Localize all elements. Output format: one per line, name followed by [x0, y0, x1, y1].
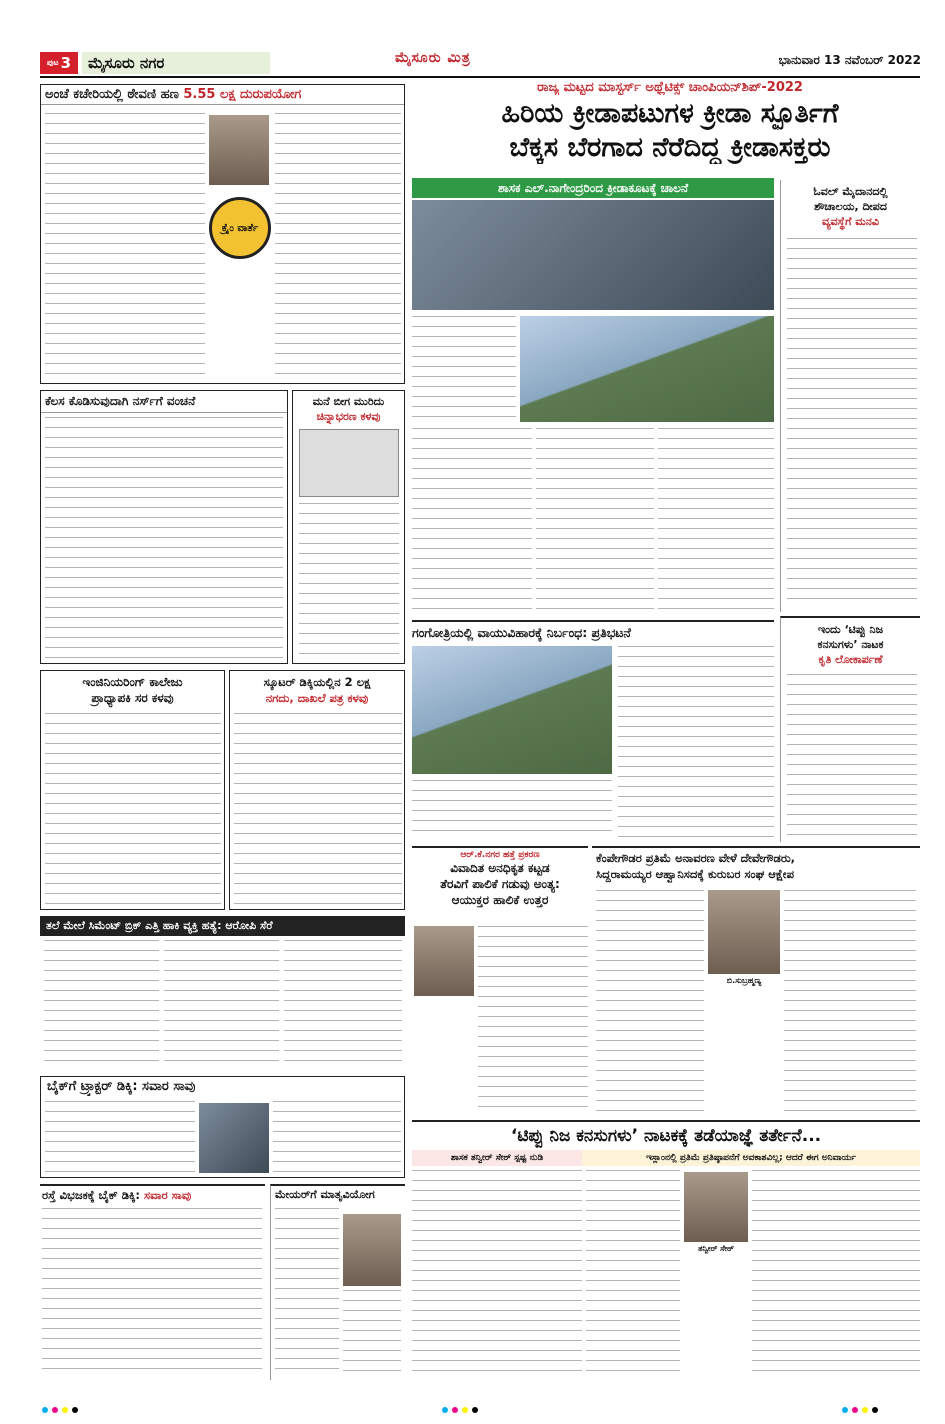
tipu-ban-subheads: [412, 1150, 920, 1166]
story-mayor: [270, 1184, 405, 1380]
lead-photo-race: [520, 316, 774, 422]
page-label: ಪುಟ: [46, 58, 59, 67]
registration-marks-left: [40, 1398, 80, 1417]
cement-headline: ತಲೆ ಮೇಲೆ ಸಿಮೆಂಟ್ ಬ್ರಿಕ್ ಎತ್ತಿ ಹಾಕಿ ವ್ಯಕ್ತಿ ಹತ್ಯೆ: ಆರೋಪಿ ಸೆರೆ: [40, 916, 405, 936]
postoffice-amount: 5.55 ಲಕ್ಷ ದುರುಪಯೋಗ: [183, 87, 302, 102]
tipu-today-headline: ಇಂದು ‘ಟಿಪ್ಪು ನಿಜ ಕನಸುಗಳು’ ನಾಟಕ ಕೃತಿ ಲೋಕಾರ್ಪಣೆ: [817, 623, 884, 666]
lead-text-col-3: [658, 428, 774, 616]
story-house-theft: [292, 390, 405, 664]
scooter-text: [234, 713, 402, 907]
tipu-ban-text-col-1: [412, 1170, 582, 1378]
header-rule: [40, 76, 920, 78]
nurse-headline: ಕೆಲಸ ಕೊಡಿಸುವುದಾಗಿ ನರ್ಸ್‌ಗೆ ವಂಚನೆ: [41, 391, 287, 413]
kempe-headline: ಕೆಂಪೇಗೌಡರ ಪ್ರತಿಮೆ ಅನಾವರಣ ವೇಳೆ ದೇವೇಗೌಡರು, ಸಿದ್ದರಾಮಯ್ಯರ ಆಹ್ವಾನಿಸದಕ್ಕೆ ಕುರುಬರ ಸಂಘ ಆಕ್ಷೇಪ: [596, 851, 795, 881]
bike-tractor-text-1: [45, 1101, 195, 1175]
rk-text: [478, 926, 588, 1114]
cement-text-col-2: [164, 940, 279, 1070]
registration-marks-center: [440, 1398, 480, 1417]
story-kempegowda: [592, 846, 920, 1116]
story-tipu-today: [780, 616, 920, 842]
money-photo: [209, 115, 269, 185]
lead-text-intro: [412, 316, 516, 422]
crime-badge: ಕ್ರೈಂ ವಾರ್ತೆ: [209, 197, 271, 259]
registration-marks-right: [840, 1398, 880, 1417]
lead-photo-ceremony: [412, 200, 774, 310]
story-road-divider: [40, 1184, 265, 1380]
engg-headline: ಇಂಜಿನಿಯರಿಂಗ್ ಕಾಲೇಜು ಪ್ರಾಧ್ಯಾಪಕಿ ಸರ ಕಳವು: [82, 675, 183, 705]
story-postoffice: [40, 84, 405, 384]
rk-headline: ವಿವಾದಿತ ಅನಧಿಕೃತ ಕಟ್ಟಡ ತೆರವಿಗೆ ಪಾಲಿಕೆ ಗಡುವು ಅಂತ್ಯ: ಆಯುಕ್ತರ ಹಾಲಿಕೆ ಉತ್ತರ: [440, 861, 560, 907]
tipu-ban-headline: ‘ಟಿಪ್ಪು ನಿಜ ಕನಸುಗಳು’ ನಾಟಕಕ್ಕೆ ತಡೆಯಾಜ್ಞೆ ತರ್ತೇನೆ...: [510, 1126, 822, 1146]
story-rk-nagar: [412, 846, 588, 1116]
tipu-ban-subhead-1: ಶಾಸಕ ತನ್ವೀರ್ ಸೇಠ್ ಸ್ಪಷ್ಟ ನುಡಿ: [412, 1150, 582, 1166]
road-text: [42, 1208, 262, 1378]
mayor-text-2: [343, 1290, 401, 1378]
story-oval: [780, 180, 920, 612]
postoffice-headline: ಅಂಚೆ ಕಚೇರಿಯಲ್ಲಿ ಠೇವಣಿ ಹಣ 5.55 ಲಕ್ಷ ದುರುಪಯೋಗ: [41, 85, 404, 105]
tipu-today-text: [787, 674, 917, 840]
lead-text-col-1: [412, 428, 532, 616]
gangotri-text-right: [618, 646, 774, 840]
mayor-headline: ಮೇಯರ್‌ಗೆ ಮಾತೃವಿಯೋಗ: [275, 1188, 375, 1201]
story-gangotri: [412, 620, 774, 842]
lead-photo-caption: ಶಾಸಕ ಎಲ್.ನಾಗೇಂದ್ರರಿಂದ ಕ್ರೀಡಾಕೂಟಕ್ಕೆ ಚಾಲನೆ: [412, 178, 774, 198]
oval-text: [787, 238, 917, 606]
story-bike-tractor: [40, 1076, 405, 1178]
kempe-text-col-1: [596, 890, 704, 1114]
engg-text: [45, 713, 221, 907]
tipu-ban-subhead-2: ಇಸ್ಲಾಂನಲ್ಲಿ ಪ್ರತಿಮೆ ಪ್ರತಿಷ್ಠಾಪನೆಗೆ ಅವಕಾಶವಿಲ್ಲ; ಆದರೆ ಈಗ ಅನಿವಾರ್ಯ: [582, 1150, 920, 1166]
tipu-ban-person-photo: [684, 1172, 748, 1242]
masthead: ಮೈಸೂರು ಮಿತ್ರ: [395, 50, 471, 66]
theft-illustration: [299, 429, 399, 497]
bike-tractor-headline: ಬೈಕ್‌ಗೆ ಟ್ರ್ಯಾಕ್ಟರ್ ಡಿಕ್ಕಿ: ಸವಾರ ಸಾವು: [47, 1079, 196, 1094]
mayor-text: [275, 1208, 339, 1378]
story-nurse: [40, 390, 288, 664]
section-title: ಮೈಸೂರು ನಗರ: [82, 52, 270, 74]
mayor-mother-photo: [343, 1214, 401, 1286]
rk-kicker: ಆರ್.ಕೆ.ನಗರ ಹತ್ತೆ ಪ್ರಕರಣ: [460, 850, 540, 860]
house-text: [299, 503, 399, 661]
kempe-person-name: ಬಿ.ಸುಬ್ರಹ್ಮಣ್ಯ: [726, 976, 762, 985]
cement-text-col-3: [284, 940, 402, 1070]
house-headline: ಮನೆ ಬೀಗ ಮುರಿದು ಚಿನ್ನಾಭರಣ ಕಳವು: [312, 395, 385, 423]
gangotri-text-bottom: [412, 780, 612, 840]
gangotri-headline: ಗಂಗೋತ್ರಿಯಲ್ಲಿ ವಾಯುವಿಹಾರಕ್ಕೆ ನಿರ್ಬಂಧ: ಪ್ರತಿಭಟನೆ: [412, 625, 631, 640]
scooter-headline: ಸ್ಕೂಟರ್ ಡಿಕ್ಕಿಯಲ್ಲಿನ 2 ಲಕ್ಷ ನಗದು, ದಾಖಲೆ ಪತ್ರ ಕಳವು: [263, 675, 371, 705]
postoffice-text-col-2: [275, 113, 401, 381]
nurse-text: [45, 417, 283, 661]
issue-date: ಭಾನುವಾರ 13 ನವೆಂಬರ್ 2022: [778, 53, 921, 67]
tipu-ban-person-name: ತನ್ವೀರ್ ಸೇಠ್: [698, 1244, 734, 1253]
accident-illustration: [199, 1103, 269, 1173]
lead-kicker: ರಾಜ್ಯ ಮಟ್ಟದ ಮಾಸ್ಟರ್ಸ್ ಅಥ್ಲೆಟಿಕ್ಸ್ ಚಾಂಪಿಯನ್‌ಶಿಪ್-2022: [537, 80, 803, 95]
lead-headline-line-2: ಬೆಕ್ಕಸ ಬೆರಗಾದ ನೆರೆದಿದ್ದ ಕ್ರೀಡಾಸಕ್ತರು: [509, 132, 831, 163]
tipu-ban-text-col-3: [752, 1170, 920, 1378]
postoffice-text-col-1: [45, 113, 205, 381]
bike-tractor-text-2: [273, 1101, 401, 1175]
cement-text-col-1: [44, 940, 159, 1070]
lead-text-col-2: [536, 428, 654, 616]
road-headline: ರಸ್ತೆ ವಿಭಜಕಕ್ಕೆ ಬೈಕ್ ಡಿಕ್ಕಿ: ಸವಾರ ಸಾವು: [42, 1188, 192, 1202]
page-number: 3: [60, 54, 72, 72]
page-number-box: [40, 52, 78, 74]
kempe-text-col-2: [784, 890, 916, 1114]
rk-person-photo: [414, 926, 474, 996]
kempe-person-photo: [708, 890, 780, 974]
story-engineering: [40, 670, 225, 910]
oval-headline: ಓವಲ್ ಮೈದಾನದಲ್ಲಿ ಶೌಚಾಲಯ, ದೀಪದ ವ್ಯವಸ್ಥೆಗೆ ಮನವಿ: [813, 185, 888, 228]
lead-headline-line-1: ಹಿರಿಯ ಕ್ರೀಡಾಪಟುಗಳ ಕ್ರೀಡಾ ಸ್ಫೂರ್ತಿಗೆ: [501, 98, 839, 129]
story-tipu-ban: [412, 1120, 920, 1380]
gangotri-protest-photo: [412, 646, 612, 774]
tipu-ban-text-col-2: [586, 1170, 680, 1378]
story-scooter: [229, 670, 405, 910]
